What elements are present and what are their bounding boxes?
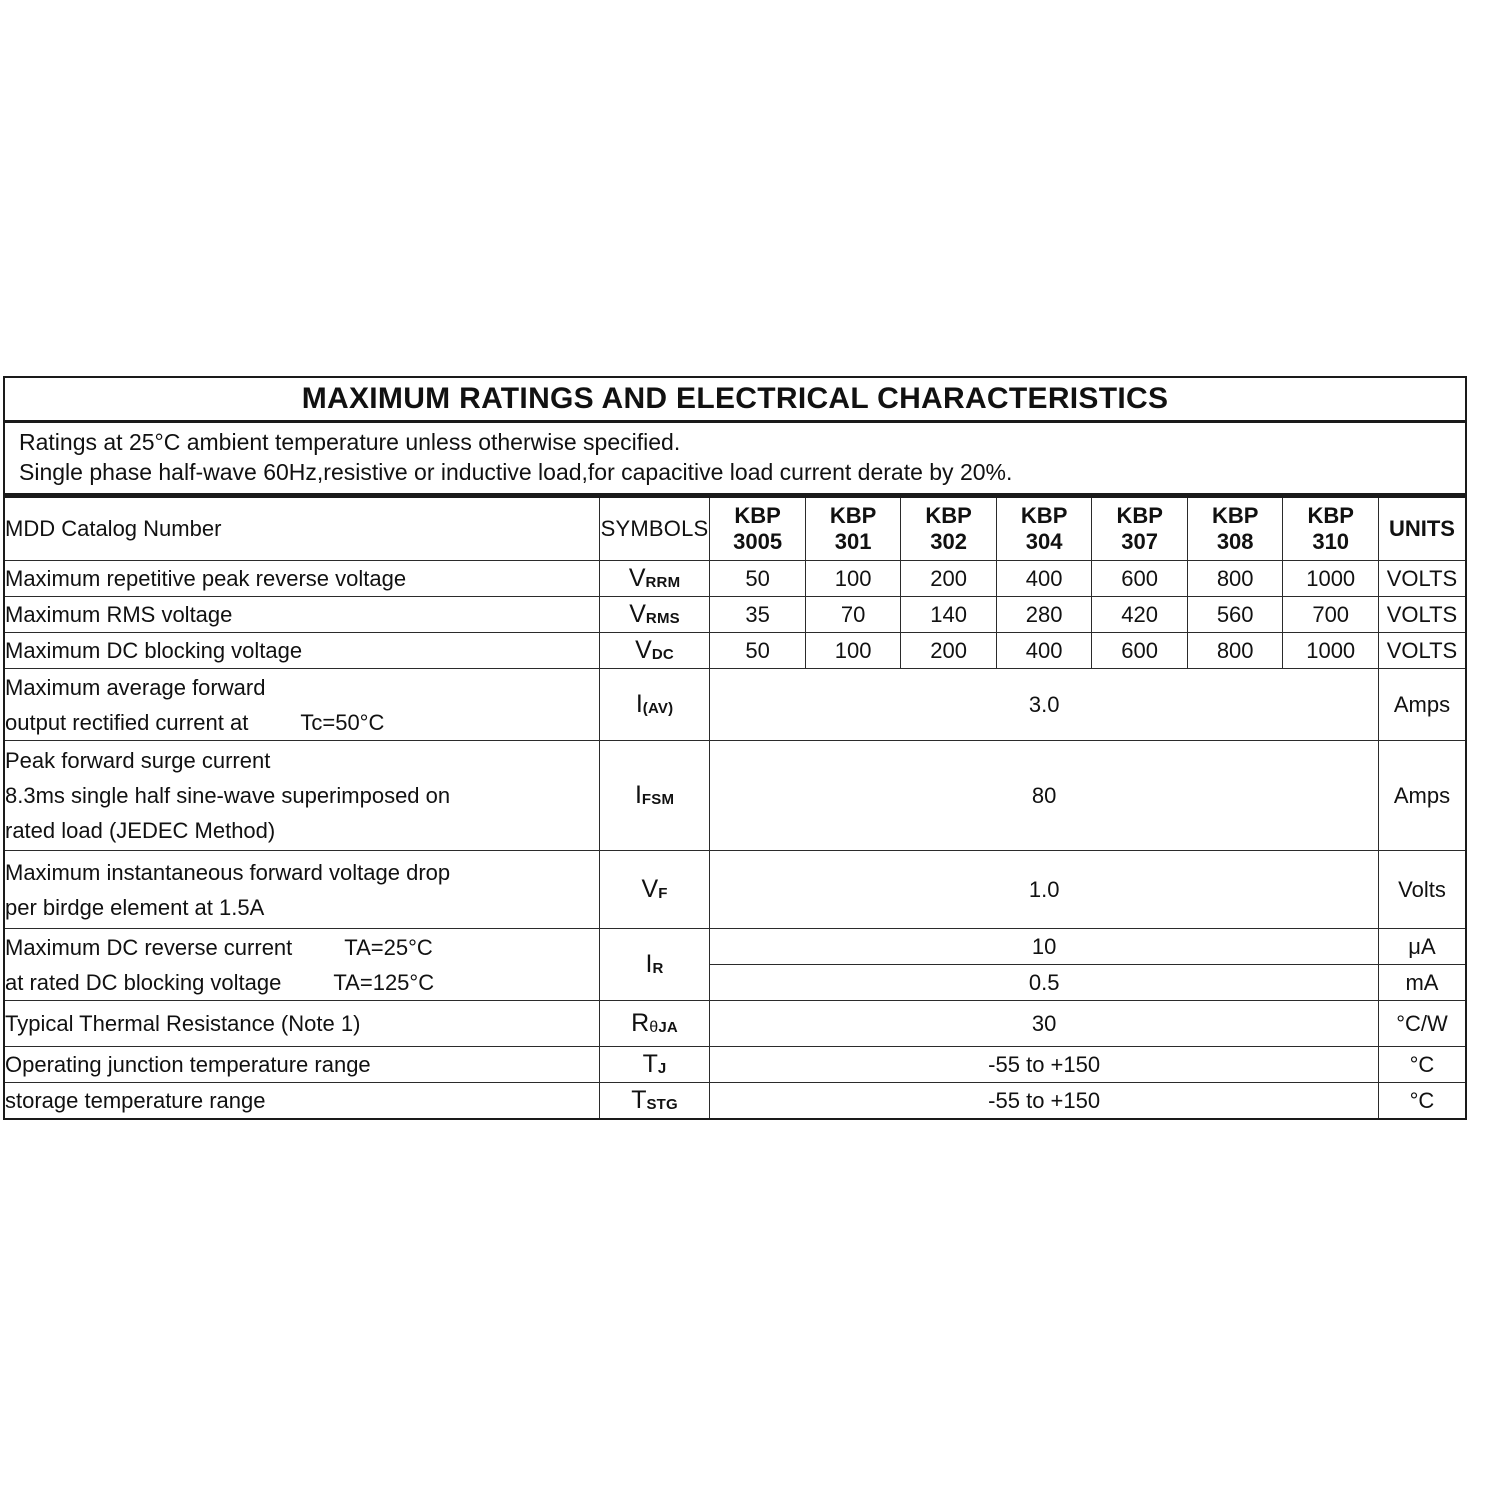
specifications-table [3,496,1467,1120]
header-part-kbp301 [805,497,901,561]
part-prefix: KBP [1020,503,1068,528]
table-title-band [3,376,1467,423]
table-row-vrms [4,597,1466,633]
row-label-vf-line1: Maximum instantaneous forward voltage drop [5,859,451,885]
cell-ifsm-value: 80 [710,741,1379,851]
table-row-vf [4,851,1466,929]
ratings-notes-band [3,423,1467,496]
row-units-vf: Volts [1378,851,1466,929]
part-number: 310 [1312,529,1350,554]
cell-vrrm-kbp310: 1000 [1283,561,1379,597]
row-label-ifsm-line2: 8.3ms single half sine-wave superimposed on [5,783,451,808]
table-row-thermal-resistance [4,1001,1466,1047]
row-symbol-vrrm [599,561,710,597]
row-label-vrms: Maximum RMS voltage [4,597,599,633]
header-symbols: SYMBOLS [599,497,710,561]
note-line-1: Ratings at 25°C ambient temperature unless otherwise specified. [19,429,681,455]
symbol-subscript: J [657,1060,667,1077]
row-label-tj: Operating junction temperature range [4,1047,599,1083]
symbol-subscript: RMS [645,610,680,627]
row-units-ir-125c: mA [1378,965,1466,1001]
table-header-row [4,497,1466,561]
row-label-ir-ta25: TA=25°C [344,934,433,960]
symbol-subscript-rest: JA [658,1019,678,1036]
row-label-ifsm-line3: rated load (JEDEC Method) [5,818,276,843]
cell-vrrm-kbp301: 100 [805,561,901,597]
symbol-base: I [634,781,642,809]
cell-vrms-kbp308: 560 [1187,597,1283,633]
part-prefix: KBP [829,503,877,528]
cell-ir-value-125c: 0.5 [710,965,1379,1001]
row-units-ir-25c: μA [1378,929,1466,965]
symbol-subscript [649,1019,678,1036]
row-units-vrms: VOLTS [1378,597,1466,633]
row-label-vf [4,851,599,929]
row-label-ir [4,929,599,1001]
cell-thermal-resistance-value: 30 [710,1001,1379,1047]
cell-ir-value-25c: 10 [710,929,1379,965]
row-label-vdc: Maximum DC blocking voltage [4,633,599,669]
row-label-iav-line1: Maximum average forward [5,674,266,700]
cell-vrms-kbp301: 70 [805,597,901,633]
row-symbol-iav [599,669,710,741]
table-row-ir-25c [4,929,1466,965]
row-label-ir-line2: at rated DC blocking voltage [5,969,282,995]
row-label-ifsm [4,741,599,851]
symbol-base: R [631,1009,650,1037]
symbol-base: V [641,875,659,903]
row-symbol-ifsm [599,741,710,851]
row-symbol-ir [599,929,710,1001]
cell-vdc-kbp3005: 50 [710,633,806,669]
symbol-subscript: DC [651,646,674,663]
symbol-base: T [642,1050,658,1078]
header-part-kbp3005 [710,497,806,561]
row-label-iav-line2: output rectified current at [5,709,249,735]
part-number: 301 [834,529,872,554]
symbol-subscript: F [658,885,668,902]
row-symbol-thermal-resistance [599,1001,710,1047]
row-label-ifsm-line1: Peak forward surge current [5,748,271,773]
part-number: 302 [930,529,967,554]
cell-vrrm-kbp3005: 50 [710,561,806,597]
header-part-kbp304 [996,497,1092,561]
row-label-vf-line2: per birdge element at 1.5A [5,894,265,920]
header-part-kbp307 [1092,497,1188,561]
table-row-tj [4,1047,1466,1083]
cell-vrms-kbp310: 700 [1283,597,1379,633]
header-part-kbp302 [901,497,997,561]
symbol-subscript: FSM [641,791,675,808]
row-label-ir-line1: Maximum DC reverse current [5,934,293,960]
table-row-ifsm [4,741,1466,851]
row-symbol-vdc [599,633,710,669]
row-units-tj: °C [1378,1047,1466,1083]
row-units-thermal-resistance: °C/W [1378,1001,1466,1047]
row-label-thermal-resistance: Typical Thermal Resistance (Note 1) [4,1001,599,1047]
cell-vrrm-kbp307: 600 [1092,561,1188,597]
row-symbol-tj [599,1047,710,1083]
header-units: UNITS [1378,497,1466,561]
part-number: 307 [1121,529,1159,554]
symbol-subscript: R [652,960,664,977]
theta-glyph: θ [649,1019,659,1036]
cell-vdc-kbp310: 1000 [1283,633,1379,669]
symbol-base: V [628,564,646,592]
cell-tj-value: -55 to +150 [710,1047,1379,1083]
part-number: 304 [1025,529,1063,554]
row-units-tstg: °C [1378,1083,1466,1120]
symbol-subscript: (AV) [642,700,674,717]
cell-vdc-kbp304: 400 [996,633,1092,669]
part-prefix: KBP [925,503,972,528]
cell-vrms-kbp3005: 35 [710,597,806,633]
cell-vrms-kbp307: 420 [1092,597,1188,633]
cell-vrrm-kbp308: 800 [1187,561,1283,597]
cell-vrrm-kbp304: 400 [996,561,1092,597]
header-part-kbp308 [1187,497,1283,561]
symbol-base: V [635,636,652,664]
part-prefix: KBP [734,503,781,528]
note-line-2: Single phase half-wave 60Hz,resistive or inductive load,for capacitive load current derate by 20%. [19,459,1013,485]
symbol-base: V [629,600,646,628]
row-units-iav: Amps [1378,669,1466,741]
cell-vf-value: 1.0 [710,851,1379,929]
part-prefix: KBP [1116,503,1163,528]
cell-vrrm-kbp302: 200 [901,561,997,597]
header-catalog-number: MDD Catalog Number [4,497,599,561]
page-title: MAXIMUM RATINGS AND ELECTRICAL CHARACTERISTICS [301,382,1169,415]
part-prefix: KBP [1307,503,1354,528]
part-prefix: KBP [1211,503,1259,528]
datasheet-ratings-sheet [3,376,1467,1120]
row-label-vrrm: Maximum repetitive peak reverse voltage [4,561,599,597]
row-units-vrrm: VOLTS [1378,561,1466,597]
cell-vdc-kbp308: 800 [1187,633,1283,669]
cell-vdc-kbp302: 200 [901,633,997,669]
header-part-kbp310 [1283,497,1379,561]
symbol-subscript: STG [646,1096,678,1113]
cell-vrms-kbp304: 280 [996,597,1092,633]
symbol-base: I [635,690,643,718]
row-label-iav-tc: Tc=50°C [300,709,385,735]
cell-vdc-kbp301: 100 [805,633,901,669]
part-number: 308 [1216,529,1254,554]
symbol-subscript: RRM [645,574,681,591]
row-label-tstg: storage temperature range [4,1083,599,1120]
cell-vrms-kbp302: 140 [901,597,997,633]
table-row-vdc [4,633,1466,669]
cell-tstg-value: -55 to +150 [710,1083,1379,1120]
table-row-tstg [4,1083,1466,1120]
symbol-base: I [645,950,653,978]
cell-vdc-kbp307: 600 [1092,633,1188,669]
row-units-vdc: VOLTS [1378,633,1466,669]
table-row-vrrm [4,561,1466,597]
table-row-iav [4,669,1466,741]
row-symbol-vrms [599,597,710,633]
part-number: 3005 [733,529,783,554]
row-label-iav [4,669,599,741]
row-units-ifsm: Amps [1378,741,1466,851]
row-label-ir-ta125: TA=125°C [333,969,435,995]
symbol-base: T [631,1086,647,1114]
row-symbol-tstg [599,1083,710,1120]
row-symbol-vf [599,851,710,929]
cell-iav-value: 3.0 [710,669,1379,741]
